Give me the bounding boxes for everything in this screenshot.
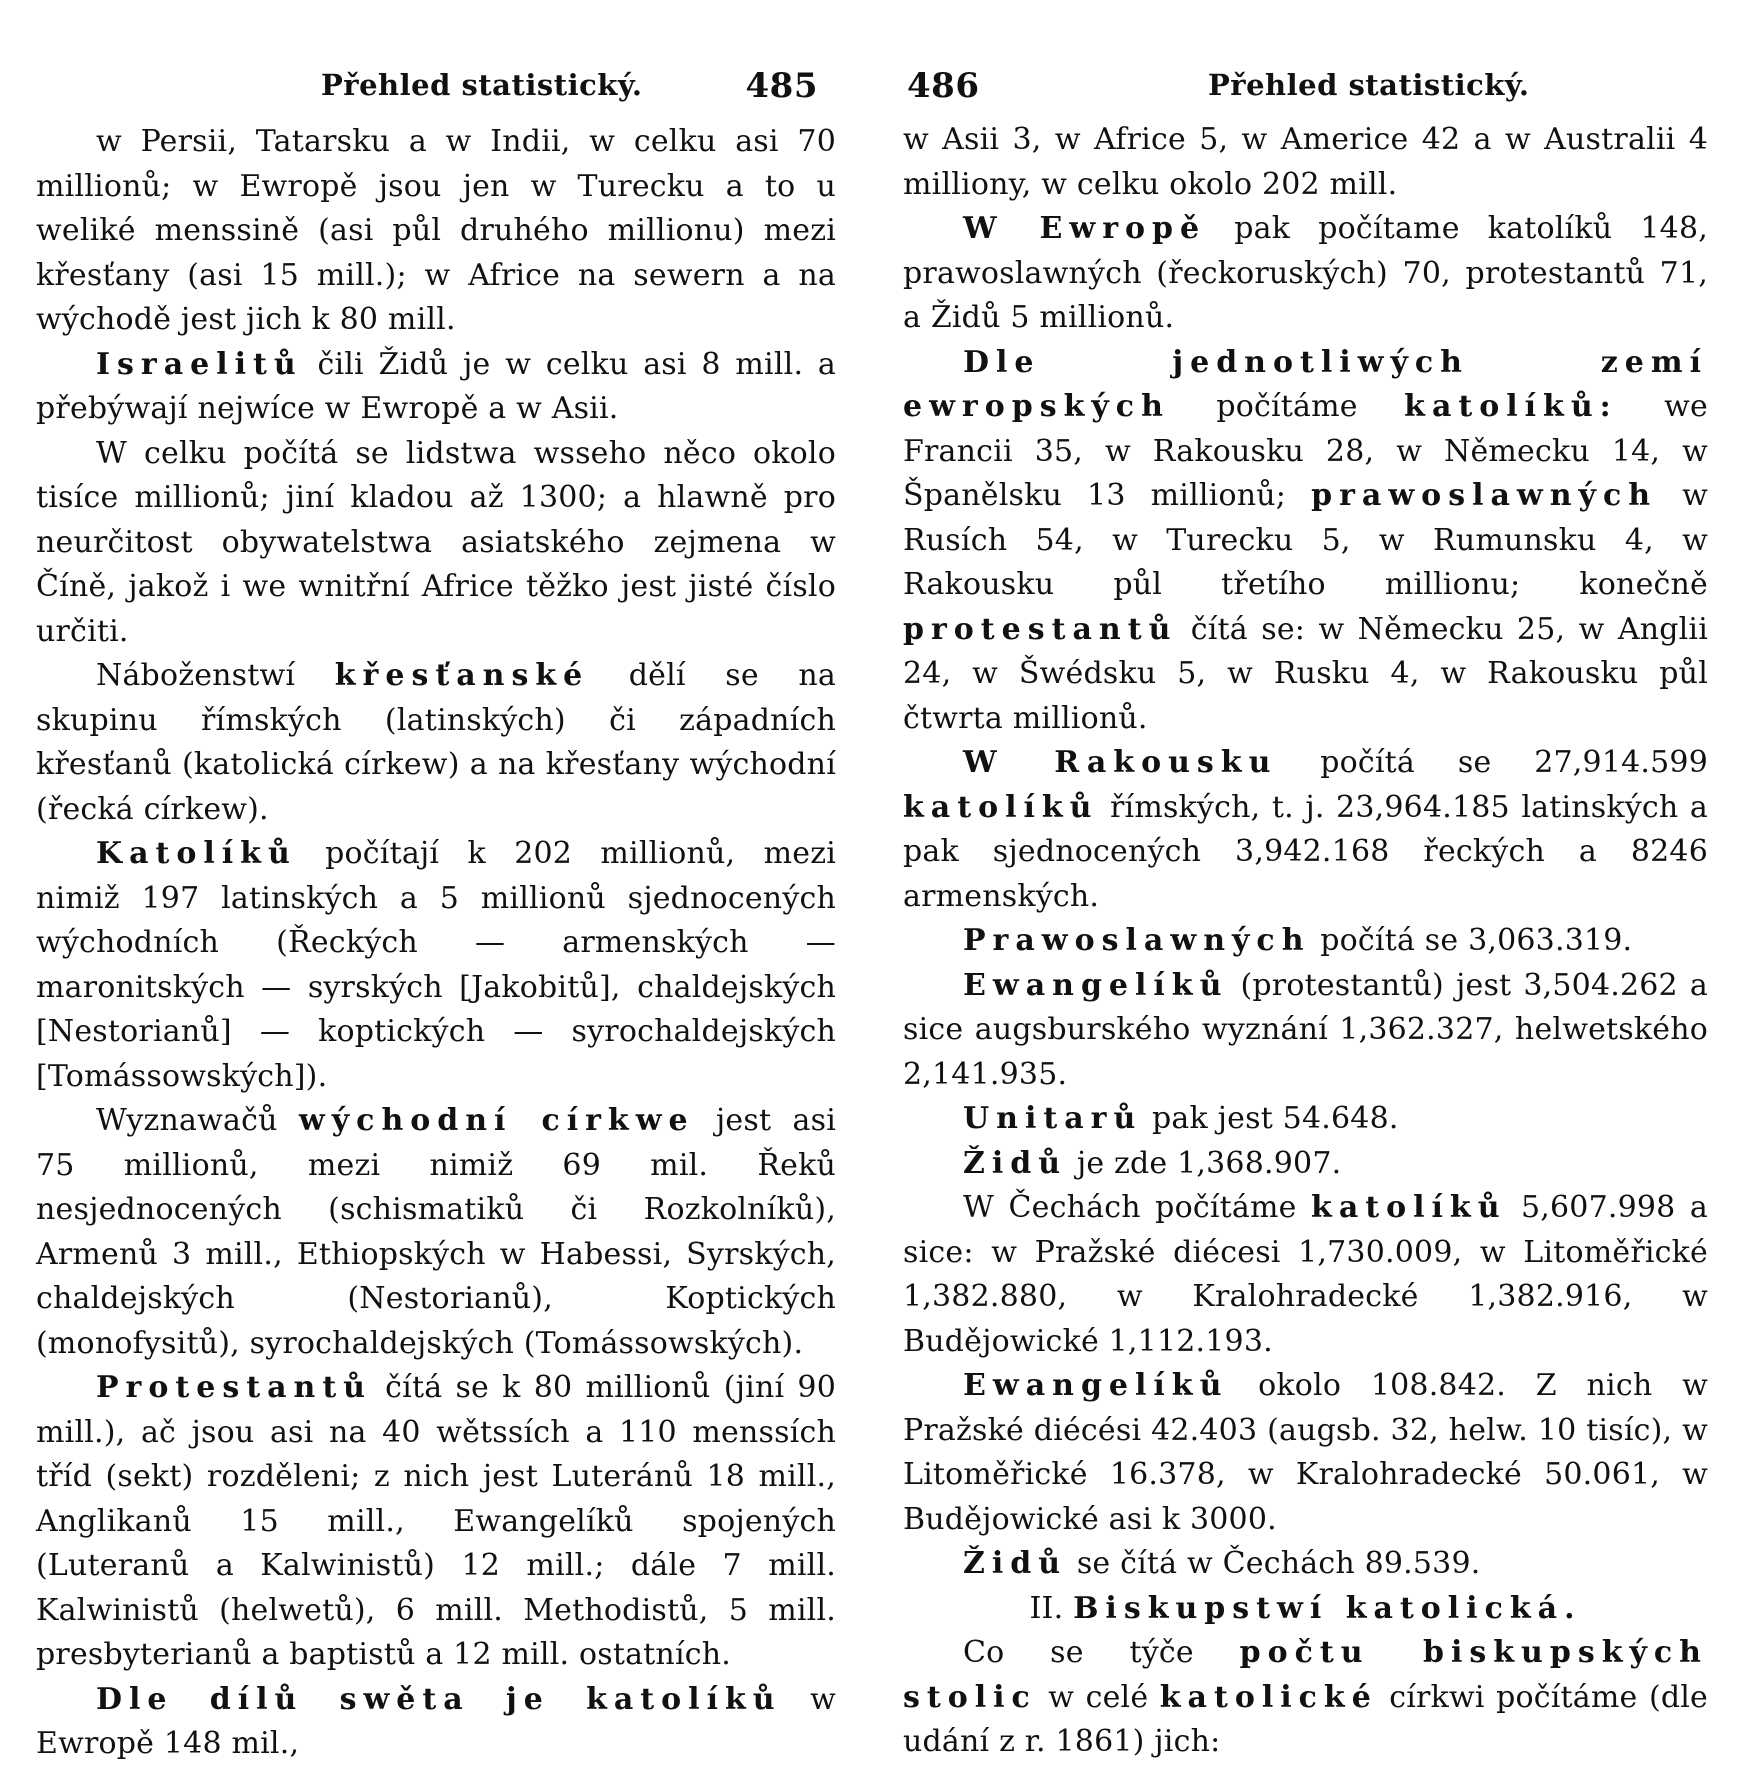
paragraph [36,1678,836,1767]
spaced-emphasis: protestantů [903,611,1178,647]
spaced-emphasis: Katolíků [96,836,297,871]
text-run: čili Židů je w celku asi 8 mill. a přebýwají nejwíce w Ewropě a w Asii. [36,346,836,426]
paragraph [903,1364,1708,1542]
paragraph [903,341,1708,742]
paragraph [36,432,836,655]
spaced-emphasis: katolíků: [1404,389,1618,424]
text-run: (protestantů) jest 3,504.262 a sice augsburského wyznání 1,362.327, helwetského 2,141.935. [903,967,1708,1092]
spaced-emphasis: Prawoslawných [963,923,1311,958]
text-run: W Čechách počítáme [963,1190,1312,1225]
text-run: se čítá w Čechách 89.539. [1067,1546,1481,1581]
spaced-emphasis: Židů [963,1546,1068,1581]
text-run: W celku počítá se lidstwa wsseho něco okolo tisíce millionů; jiní kladou až 1300; a hlawně pro neurčitost obywatelstwa asiatského zejmena w Číně, jakož i we wnitřní Africe těžko jest jisté číslo určiti. [36,435,836,649]
text-run: II. [1029,1590,1074,1626]
text-run: římských, t. j. 23,964.185 latinských a pak sjednocených 3,942.168 řeckých a 8246 armenských. [903,789,1708,914]
text-run: je zde 1,368.907. [1067,1145,1342,1181]
paragraph [903,1142,1708,1187]
paragraph [903,1097,1708,1142]
text-run: počítá se 3,063.319. [1310,923,1633,958]
paragraph [36,120,836,343]
page-number: 485 [745,66,818,106]
paragraph [903,1542,1708,1587]
right-page [903,60,1708,1765]
text-run: počítají k 202 millionů, mezi nimiž 197 latinských a 5 millionů sjednocených wýchodních (Řeckých — armenských — maronitských — syrských [Jakobitů], chaldejských [Nestorianů] — koptických — syrochaldejských [Tomássowských]). [36,836,836,1094]
paragraph [36,832,836,1099]
paragraph [903,1587,1708,1632]
text-run: církwi počítáme (dle udání z r. 1861) jich: [903,1679,1708,1759]
paragraph [903,207,1708,341]
paragraph [903,118,1708,207]
spaced-emphasis: Israelitů [96,346,303,382]
paragraph [36,1099,836,1366]
spaced-emphasis: Dle jednotliwých zemí ewropských [903,344,1708,424]
paragraph [903,964,1708,1098]
text-run: w Rusích 54, w Turecku 5, w Rumunsku 4, w Rakousku půl třetího millionu; konečně [903,478,1708,602]
spaced-emphasis: W Ewropě [963,211,1207,246]
text-run: 5,607.998 a sice: w Pražské diécesi 1,730.009, w Litoměřické 1,382.880, w Kralohradecké 1,382.916, w Budějowické 1,112.193. [903,1190,1709,1359]
text-run: w Persii, Tatarsku a w Indii, w celku asi 70 millionů; w Ewropě jsou jen w Turecku a to u weliké menssině (asi půl druhého millionu) mezi křesťany (asi 15 mill.); w Africe na sewern a na wýchodě jest jich k 80 mill. [36,124,836,337]
paragraph [903,1631,1708,1765]
spaced-emphasis: Ewangelíků [963,1368,1229,1403]
spaced-emphasis: počtu biskupských stolic [903,1635,1708,1715]
paragraph [903,1186,1708,1364]
text-run: jest asi 75 millionů, mezi nimiž 69 mil. Řeků nesjednocených (schismatiků či Rozkolníků), Armenů 3 mill., Ethiopských w Habessi, Syrských, chaldejských (Nestorianů), Koptických (monofysitů), syrochaldejských (Tomássowských). [36,1103,836,1361]
running-title: Přehled statistický. [1208,68,1530,102]
spaced-emphasis: katolické [1159,1679,1378,1715]
text-run: Náboženstwí [96,658,335,693]
left-page [36,60,836,1767]
text-run: we Francii 35, w Rakousku 28, w Německu 14, w Španělsku 13 millionů; [903,389,1708,513]
paragraph [36,654,836,832]
text-run: pak počítame katolíků 148, prawoslawných (řeckoruských) 70, protestantů 71, a Židů 5 millionů. [903,211,1708,335]
text-run: w Ewropě 148 mil., [36,1681,836,1761]
body-text [36,120,836,1767]
spaced-emphasis: Dle dílů swěta je katolíků [96,1681,782,1717]
running-head [36,60,836,104]
spaced-emphasis: Židů [963,1145,1068,1181]
paragraph [903,919,1708,964]
body-text [903,118,1708,1765]
paragraph [903,741,1708,919]
text-run: w celé [1036,1679,1160,1715]
text-run: počítáme [1169,389,1405,424]
page-number: 486 [907,66,980,106]
spaced-emphasis: W Rakousku [963,745,1278,780]
text-run: dělí se na skupinu římských (latinských) či západních křesťanů (katolická církew) a na křesťany wýchodní (řecká církew). [36,658,836,827]
spaced-emphasis: katolíků [903,789,1099,825]
spaced-emphasis: katolíků [1311,1190,1507,1225]
paragraph [36,1366,836,1678]
text-run: počítá se 27,914.599 [1277,745,1708,780]
text-run: okolo 108.842. Z nich w Pražské diécési 42.403 (augsb. 32, helw. 10 tisíc), w Litoměřické 16.378, w Kralohradecké 50.061, w Budějowické asi k 3000. [903,1368,1708,1537]
text-run: Wyznawačů [96,1103,299,1138]
running-head [903,60,1708,104]
text-run: Co se týče [963,1635,1240,1670]
text-run: čítá se k 80 millionů (jiní 90 mill.), ač jsou asi na 40 wětssích a 110 menssích tříd (sekt) rozděleni; z nich jest Luteránů 18 mill., Anglikanů 15 mill., Ewangelíků spojených (Luteranů a Kalwinistů) 12 mill.; dále 7 mill. Kalwinistů (helwetů), 6 mill. Methodistů, 5 mill. presbyterianů a baptistů a 12 mill. ostatních. [36,1370,836,1672]
spaced-emphasis: křesťanské [334,658,590,693]
spaced-emphasis: Protestantů [96,1370,372,1405]
spaced-emphasis: wýchodní církwe [298,1103,695,1138]
spaced-emphasis: Biskupstwí katolická. [1073,1590,1582,1626]
paragraph [36,343,836,432]
text-run: čítá se: w Německu 25, w Anglii 24, w Šwédsku 5, w Rusku 4, w Rakousku půl čtwrta millionů. [903,611,1708,736]
text-run: pak jest 54.648. [1142,1101,1399,1136]
running-title: Přehled statistický. [321,68,643,102]
spaced-emphasis: Ewangelíků [963,967,1229,1003]
spaced-emphasis: prawoslawných [1311,478,1658,513]
spaced-emphasis: Unitarů [963,1101,1143,1136]
text-run: w Asii 3, w Africe 5, w Americe 42 a w Australii 4 milliony, w celku okolo 202 mill. [903,122,1708,202]
